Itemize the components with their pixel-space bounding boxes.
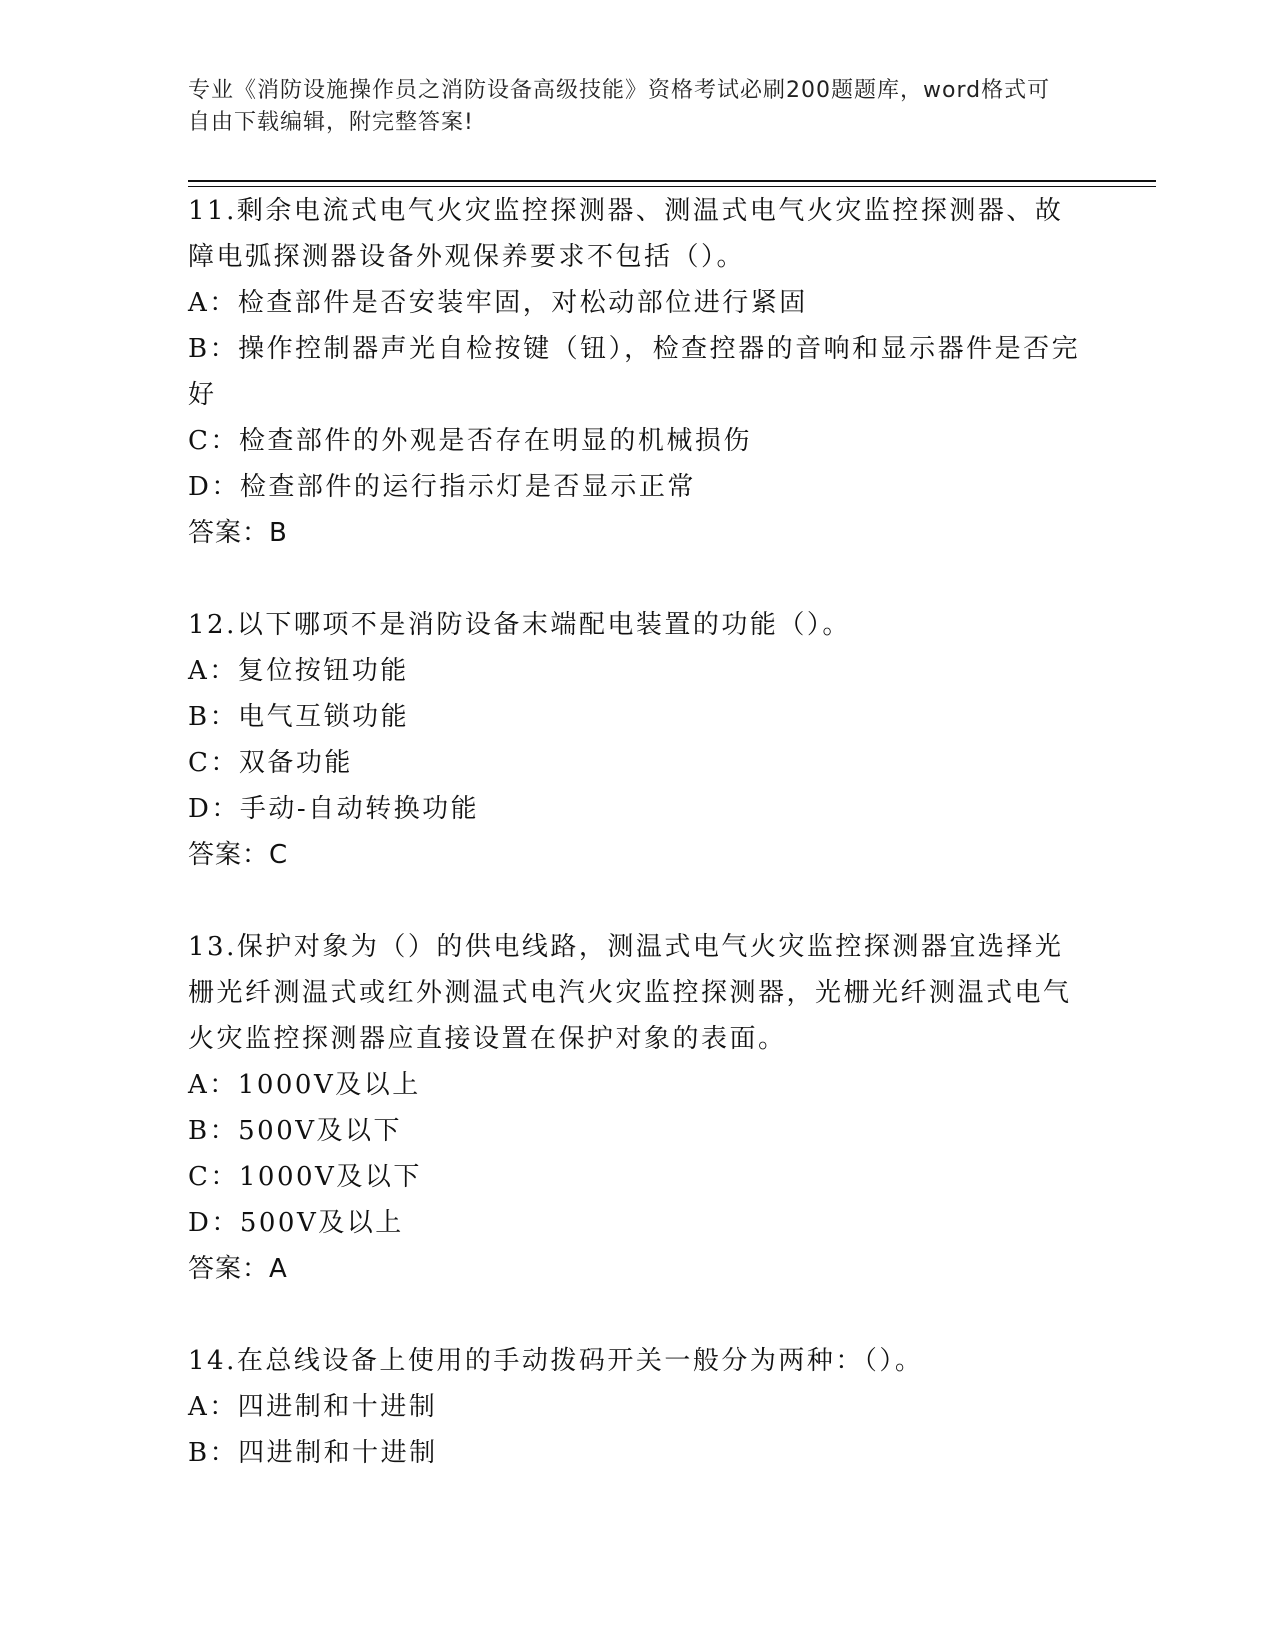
question-13 [188,924,1088,1292]
question-stem: 13.保护对象为（）的供电线路，测温式电气火灾监控探测器宜选择光栅光纤测温式或红外测温式电汽火灾监控探测器，光栅光纤测温式电气火灾监控探测器应直接设置在保护对象的表面。 [188,932,1072,1054]
option-a: A：复位按钮功能 [188,656,409,686]
option-b: B：四进制和十进制 [188,1438,438,1468]
header-divider-thick [188,180,1156,182]
document-header: 专业《消防设施操作员之消防设备高级技能》资格考试必刷200题题库，word格式可自由下载编辑，附完整答案! [188,78,1051,135]
option-b: B：电气互锁功能 [188,702,410,732]
header-divider-thin [188,186,1156,187]
option-d: D：检查部件的运行指示灯是否显示正常 [188,472,696,502]
answer-line: 答案：A [188,1254,288,1284]
question-stem: 12.以下哪项不是消防设备末端配电装置的功能（）。 [188,610,851,640]
question-list [188,188,1088,1522]
question-stem: 14.在总线设备上使用的手动拨码开关一般分为两种：（）。 [188,1346,924,1376]
option-b: B：500V及以下 [188,1116,403,1146]
option-b: B：操作控制器声光自检按键（钮），检查控器的音响和显示器件是否完好 [188,334,1081,410]
question-11 [188,188,1088,556]
answer-line: 答案：C [188,840,289,870]
option-c: C：双备功能 [188,748,353,778]
answer-line: 答案：B [188,518,288,548]
option-d: D：500V及以上 [188,1208,404,1238]
option-a: A：1000V及以上 [188,1070,421,1100]
option-a: A：四进制和十进制 [188,1392,438,1422]
question-stem: 11.剩余电流式电气火灾监控探测器、测温式电气火灾监控探测器、故障电弧探测器设备外观保养要求不包括（）。 [188,196,1064,272]
option-a: A：检查部件是否安装牢固，对松动部位进行紧固 [188,288,808,318]
question-12 [188,602,1088,878]
option-c: C：检查部件的外观是否存在明显的机械损伤 [188,426,752,456]
question-14 [188,1338,1088,1476]
option-d: D：手动-自动转换功能 [188,794,480,824]
option-c: C：1000V及以下 [188,1162,422,1192]
